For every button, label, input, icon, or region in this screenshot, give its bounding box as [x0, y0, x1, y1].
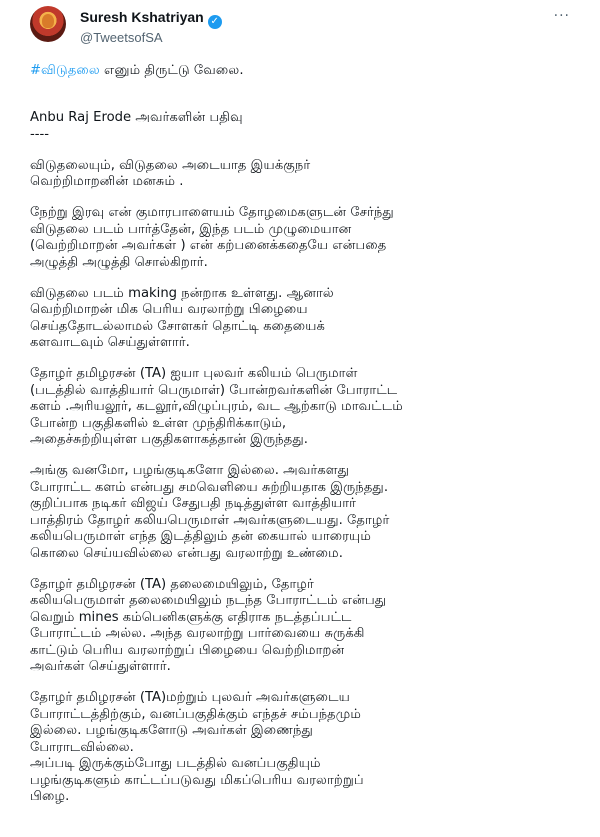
paragraph-line: வெற்றிமாறன் மிக பெரிய வரலாற்று பிழையை	[30, 302, 308, 317]
tweet-header	[30, 6, 570, 45]
paragraph-line: களம் .அரியலூர், கடலூர்,விழுப்புரம், வட ஆற்காடு மாவட்டம்	[30, 399, 403, 414]
verified-badge-icon: ✓	[208, 15, 222, 29]
paragraph-line: பாத்திரம் தோழர் கலியபெருமாள் அவர்களுடையது. தோழர்	[30, 512, 390, 528]
paragraph-line: ----	[30, 126, 50, 142]
paragraph-line: அதைச்சுற்றியுள்ள பகுதிகளாகத்தான் இருந்தது.	[30, 432, 308, 447]
paragraph-line: காட்டும் பெரிய வரலாற்றுப் பிழையை வெற்றிமாறன்	[30, 642, 345, 658]
paragraph-line: களவாடவும் செய்துள்ளார்.	[30, 335, 190, 350]
paragraph-line: தோழர் தமிழரசன் (TA) தலைமையிலும், தோழர்	[30, 576, 314, 592]
paragraph-line: நேற்று இரவு என் குமாரபாளையம் தோழமைகளுடன் சேர்ந்து	[30, 205, 394, 220]
paragraph-line: தோழர் தமிழரசன் (TA)மற்றும் புலவர் அவர்களுடைய	[30, 690, 350, 705]
tweet-body	[30, 46, 570, 837]
paragraph-line: செய்ததோடல்லாமல் சோளகர் தொட்டி கதையைக்	[30, 318, 325, 334]
paragraph-line: போராட்டத்திற்கும், வனப்பகுதிக்கும் எந்தச் சம்பந்தமும்	[30, 706, 362, 722]
paragraph-line: குறிப்பாக நடிகர் விஜய் சேதுபதி நடித்துள்ள வாத்தியார்	[30, 496, 356, 511]
author-handle[interactable]: @TweetsofSA	[80, 30, 163, 45]
tweet-paragraph	[30, 286, 570, 352]
paragraph-line: Anbu Raj Erode அவர்களின் பதிவு	[30, 110, 243, 125]
paragraph-line: பழங்குடிகளும் காட்டப்படுவது மிகப்பெரிய வரலாற்றுப்	[30, 772, 364, 788]
paragraph-line: தோழர் தமிழரசன் (TA) ஐயா புலவர் கலியம் பெருமாள்	[30, 366, 358, 381]
paragraph-line: போராட்ட களம் என்பது சமவெளியை சுற்றியதாக இருந்தது.	[30, 479, 389, 495]
paragraph-line: கலியபெருமாள் எந்த இடத்திலும் தன் கையால் யாரையும்	[30, 529, 371, 544]
paragraph-line: வெறும் mines கம்பெனிகளுக்கு எதிராக நடத்தப்பட்ட	[30, 609, 352, 625]
paragraph-line: (படத்தில் வாத்தியார் பெருமாள்) போன்றவர்களின் போராட்ட	[30, 382, 398, 398]
author-info[interactable]	[80, 7, 222, 46]
avatar[interactable]	[30, 6, 66, 42]
paragraph-line: கலியபெருமாள் தலைமையிலும் நடந்த போராட்டம் என்பது	[30, 593, 387, 608]
hashtag-link[interactable]: #விடுதலை	[30, 62, 100, 78]
paragraph-line: விடுதலை படம் பார்த்தேன், இந்த படம் முழுமையான	[30, 221, 352, 237]
paragraph-line: பிழை.	[30, 789, 70, 804]
paragraph-line: வெற்றிமாறனின் மனசும் .	[30, 174, 184, 189]
tweet-paragraph	[30, 366, 570, 449]
paragraph-line: விடுதலையும், விடுதலை அடையாத இயக்குநர்	[30, 157, 311, 173]
tweet-paragraph	[30, 158, 570, 191]
tweet-paragraphs	[30, 110, 570, 806]
paragraph-line: அவர்கள் செய்துள்ளார்.	[30, 659, 171, 674]
paragraph-line: போன்ற பகுதிகளில் உள்ள முந்திரிக்காடும்,	[30, 415, 287, 431]
paragraph-line: (வெற்றிமாறன் அவர்கள் ) என் கற்பனைக்கதையே என்பதை	[30, 238, 387, 253]
paragraph-line: போராட்டம் அல்ல. அந்த வரலாற்று பார்வையை சுருக்கி	[30, 626, 365, 641]
tweet-paragraph	[30, 690, 570, 806]
paragraph-line: விடுதலை படம் making நன்றாக உள்ளது. ஆனால்	[30, 285, 334, 301]
paragraph-line: அழுத்தி அழுத்தி சொல்கிறார்.	[30, 254, 208, 270]
paragraph-line: இல்லை. பழங்குடிகளோடு அவர்கள் இணைந்து	[30, 723, 313, 738]
tweet-title	[30, 63, 570, 80]
tweet-paragraph	[30, 577, 570, 676]
more-options-icon[interactable]: ···	[553, 8, 570, 24]
author-display-name[interactable]: Suresh Kshatriyan	[80, 9, 204, 25]
tweet-paragraph	[30, 110, 570, 143]
paragraph-line: அப்படி இருக்கும்போது படத்தில் வனப்பகுதியும்	[30, 756, 321, 771]
paragraph-line: அங்கு வனமோ, பழங்குடிகளோ இல்லை. அவர்களது	[30, 463, 350, 478]
tweet-paragraph	[30, 463, 570, 562]
paragraph-line: கொலை செய்யவில்லை என்பது வரலாற்று உண்மை.	[30, 545, 343, 561]
paragraph-line: போராடவில்லை.	[30, 739, 134, 755]
tweet-paragraph	[30, 205, 570, 271]
title-text: எனும் திருட்டு வேலை.	[99, 62, 244, 78]
